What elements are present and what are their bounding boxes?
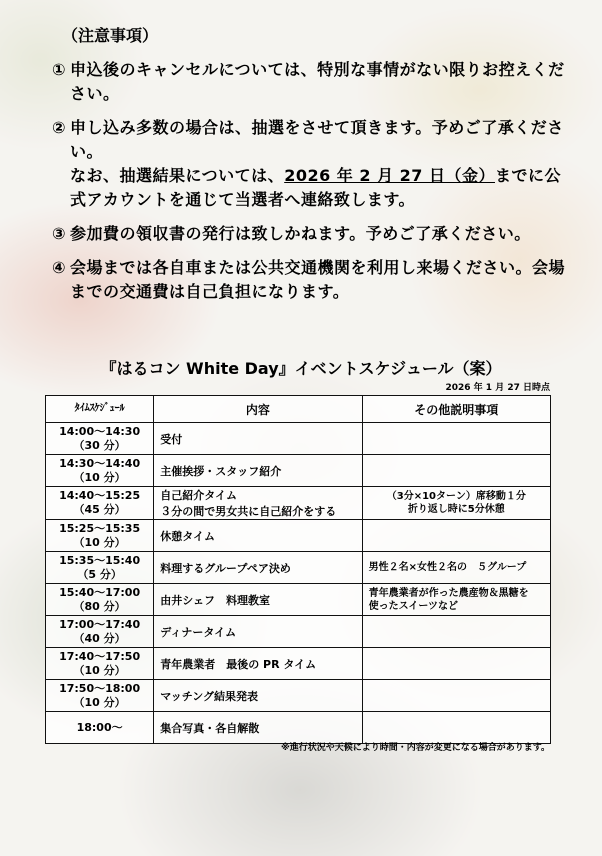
time-cell: 17:00～17:40 （40 分） bbox=[46, 616, 154, 648]
note-text: 参加費の領収書の発行は致しかねます。予めご了承ください。 bbox=[70, 224, 531, 243]
as-of-date: 2026 年 1 月 27 日時点 bbox=[445, 383, 550, 393]
note-cell bbox=[362, 455, 550, 487]
schedule-table bbox=[45, 395, 551, 744]
table-row bbox=[46, 712, 551, 744]
note-cell bbox=[362, 423, 550, 455]
time-cell: 15:25～15:35 （10 分） bbox=[46, 520, 154, 552]
content-cell: 集合写真・各自解散 bbox=[154, 712, 362, 744]
table-header-row bbox=[46, 396, 551, 423]
content-cell: 休憩タイム bbox=[154, 520, 362, 552]
note-text: 会場までは各自車または公共交通機関を利用し来場ください。会場までの交通費は自己負担になります。 bbox=[70, 258, 566, 301]
note-cell bbox=[362, 616, 550, 648]
note-cell bbox=[362, 648, 550, 680]
content-cell: 青年農業者 最後の PR タイム bbox=[154, 648, 362, 680]
note-number: ④ bbox=[52, 258, 66, 277]
note-cell: （3分×10ターン）席移動１分 折り返し時に5分休憩 bbox=[362, 487, 550, 520]
note-number: ③ bbox=[52, 224, 66, 243]
table-row bbox=[46, 552, 551, 584]
note-cell: 青年農業者が作った農産物＆黒糖を 使ったスイーツなど bbox=[362, 584, 550, 616]
time-cell: 17:50～18:00 （10 分） bbox=[46, 680, 154, 712]
note-subtext: なお、抽選結果については、2026 年 2 月 27 日（金）までに公式アカウントを通じて当選者へ連絡致します。 bbox=[70, 166, 561, 209]
note-number: ① bbox=[52, 60, 66, 79]
notes-section bbox=[52, 24, 572, 304]
time-cell: 15:40～17:00 （80 分） bbox=[46, 584, 154, 616]
notes-heading: （注意事項） bbox=[62, 26, 159, 45]
note-cell bbox=[362, 680, 550, 712]
table-row bbox=[46, 648, 551, 680]
table-row bbox=[46, 584, 551, 616]
content-cell: 主催挨拶・スタッフ紹介 bbox=[154, 455, 362, 487]
table-row bbox=[46, 487, 551, 520]
table-row bbox=[46, 520, 551, 552]
content-cell: マッチング結果発表 bbox=[154, 680, 362, 712]
note-item bbox=[52, 222, 572, 246]
content-cell: 自己紹介タイム ３分の間で男女共に自己紹介をする bbox=[154, 487, 362, 520]
announcement-date: 2026 年 2 月 27 日（金） bbox=[284, 166, 495, 185]
time-cell: 14:30～14:40 （10 分） bbox=[46, 455, 154, 487]
table-row bbox=[46, 680, 551, 712]
time-cell: 14:00～14:30 （30 分） bbox=[46, 423, 154, 455]
content-cell: 受付 bbox=[154, 423, 362, 455]
header-time: ﾀｲﾑｽｹｼﾞｭｰﾙ bbox=[46, 396, 154, 423]
content-cell: ディナータイム bbox=[154, 616, 362, 648]
note-cell bbox=[362, 520, 550, 552]
note-item bbox=[52, 256, 572, 304]
note-item bbox=[52, 58, 572, 106]
table-row bbox=[46, 423, 551, 455]
table-row bbox=[46, 616, 551, 648]
schedule-footnote: ※進行状況や天候により時間・内容が変更になる場合があります。 bbox=[280, 743, 550, 753]
note-item bbox=[52, 116, 572, 212]
content-cell: 料理するグループペア決め bbox=[154, 552, 362, 584]
note-cell: 男性２名×女性２名の ５グループ bbox=[362, 552, 550, 584]
table-row bbox=[46, 455, 551, 487]
content-cell: 由井シェフ 料理教室 bbox=[154, 584, 362, 616]
header-content: 内容 bbox=[154, 396, 362, 423]
time-cell: 15:35～15:40 （5 分） bbox=[46, 552, 154, 584]
schedule-title: 『はるコン White Day』イベントスケジュール（案） bbox=[100, 359, 502, 378]
header-notes: その他説明事項 bbox=[362, 396, 550, 423]
note-number: ② bbox=[52, 118, 66, 137]
time-cell: 17:40～17:50 （10 分） bbox=[46, 648, 154, 680]
note-text: 申込後のキャンセルについては、特別な事情がない限りお控えください。 bbox=[70, 60, 565, 103]
time-cell: 14:40～15:25 （45 分） bbox=[46, 487, 154, 520]
time-cell: 18:00～ bbox=[46, 712, 154, 744]
note-text: 申し込み多数の場合は、抽選をさせて頂きます。予めご了承ください。 bbox=[70, 118, 564, 161]
note-cell bbox=[362, 712, 550, 744]
